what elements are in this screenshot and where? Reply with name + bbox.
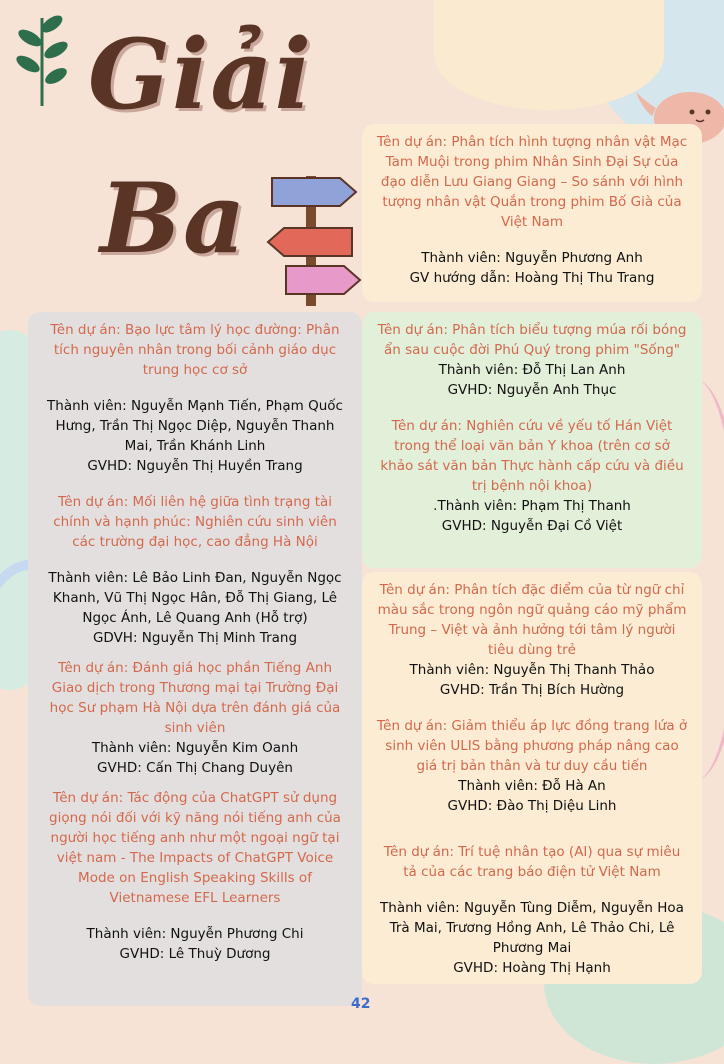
project-advisor: GVHD: Hoàng Thị Hạnh (453, 960, 611, 976)
project-item (42, 320, 348, 476)
project-item (376, 842, 688, 978)
project-title: Tên dự án: Nghiên cứu về yếu tố Hán Việt trong thể loại văn bản Y khoa (trên cơ sở khảo sát văn bản Thực hành cấp cứu và điều trị bệnh nội khoa) (380, 418, 684, 494)
project-card-group (28, 312, 362, 1006)
background-blob (434, 0, 664, 110)
project-advisor: GVHD: Nguyễn Thị Huyền Trang (87, 458, 303, 474)
project-members: Thành viên: Lê Bảo Linh Đan, Nguyễn Ngọc Khanh, Vũ Thị Ngọc Hân, Đỗ Thị Giang, Lê Ngọc Ánh, Lê Quang Anh (Hỗ trợ) (48, 570, 342, 626)
page-title-line-2: Ba (100, 162, 248, 275)
project-title: Tên dự án: Phân tích hình tượng nhân vật Mạc Tam Muội trong phim Nhân Sinh Đại Sự của đạo diễn Lưu Giang Giang – So sánh với hình tượng nhân vật Quắn trong phim Bố Già của Việt Nam (376, 134, 688, 230)
project-members: Thành viên: Đỗ Hà An (458, 778, 606, 794)
project-title: Tên dự án: Bạo lực tâm lý học đường: Phân tích nguyên nhân trong bối cảnh giáo dục trung học cơ sở (50, 322, 340, 378)
project-item (42, 492, 348, 648)
project-members: Thành viên: Nguyễn Phương Anh (421, 250, 643, 266)
project-title: Tên dự án: Giảm thiểu áp lực đồng trang lứa ở sinh viên ULIS bằng phương pháp nâng cao giá trị bản thân và tư duy cầu tiến (376, 718, 688, 774)
project-advisor: GDVH: Nguyễn Thị Minh Trang (92, 630, 298, 646)
project-card (362, 124, 702, 302)
project-item (376, 416, 688, 536)
project-advisor: GV hướng dẫn: Hoàng Thị Thu Trang (409, 270, 655, 286)
project-advisor: GVHD: Nguyễn Anh Thục (447, 382, 617, 398)
project-title: Tên dự án: Đánh giá học phần Tiếng Anh Giao dịch trong Thương mại tại Trường Đại học Sư phạm Hà Nội dựa trên đánh giá của sinh viên (49, 660, 341, 736)
project-item (376, 320, 688, 400)
project-advisor: GVHD: Nguyễn Đại Cồ Việt (441, 518, 623, 534)
project-title: Tên dự án: Phân tích đặc điểm của từ ngữ chỉ màu sắc trong ngôn ngữ quảng cáo mỹ phẩm Trung – Việt và ảnh hưởng tới tâm lý người tiêu dùng trẻ (377, 582, 687, 658)
project-item (42, 658, 348, 778)
leaf-branch-icon (12, 8, 74, 108)
project-item (376, 716, 688, 816)
project-item (42, 788, 348, 964)
page-number: 42 (351, 996, 371, 1012)
project-members: Thành viên: Nguyễn Kim Oanh (91, 740, 299, 756)
project-advisor: GVHD: Đào Thị Diệu Linh (447, 798, 617, 814)
project-title: Tên dự án: Tác động của ChatGPT sử dụng giọng nói đối với kỹ năng nói tiếng anh của người học tiếng anh như một ngoại ngữ tại việt nam - The Impacts of ChatGPT Voice Mode on English Speaking Skills of Vietnamese EFL Learners (49, 790, 341, 906)
project-advisor: GVHD: Lê Thuỳ Dương (119, 946, 271, 962)
project-members: Thành viên: Đỗ Thị Lan Anh (438, 362, 626, 378)
project-card-group (362, 572, 702, 984)
project-advisor: GVHD: Trần Thị Bích Hường (439, 682, 625, 698)
project-members: Thành viên: Nguyễn Mạnh Tiến, Phạm Quốc Hưng, Trần Thị Ngọc Diệp, Nguyễn Thanh Mai, Trần Khánh Linh (47, 398, 343, 454)
signpost-icon (262, 170, 362, 310)
page-title-line-1: Giải (88, 18, 314, 131)
project-members: Thành viên: Nguyễn Tùng Diễm, Nguyễn Hoa Trà Mai, Trương Hồng Anh, Lê Thảo Chi, Lê Phương Mai (380, 900, 684, 956)
project-title: Tên dự án: Phân tích biểu tượng múa rối bóng ẩn sau cuộc đời Phú Quý trong phim "Sống" (377, 322, 687, 358)
project-card-group (362, 312, 702, 568)
project-members: Thành viên: Nguyễn Thị Thanh Thảo (409, 662, 655, 678)
project-advisor: GVHD: Cấn Thị Chang Duyên (97, 760, 293, 776)
project-members: .Thành viên: Phạm Thị Thanh (433, 498, 631, 514)
project-members: Thành viên: Nguyễn Phương Chi (86, 926, 304, 942)
project-item (376, 580, 688, 700)
project-title: Tên dự án: Mối liên hệ giữa tình trạng tài chính và hạnh phúc: Nghiên cứu sinh viên các trường đại học, cao đẳng Hà Nội (53, 494, 337, 550)
project-title: Tên dự án: Trí tuệ nhân tạo (AI) qua sự miêu tả của các trang báo điện tử Việt Nam (383, 844, 681, 880)
